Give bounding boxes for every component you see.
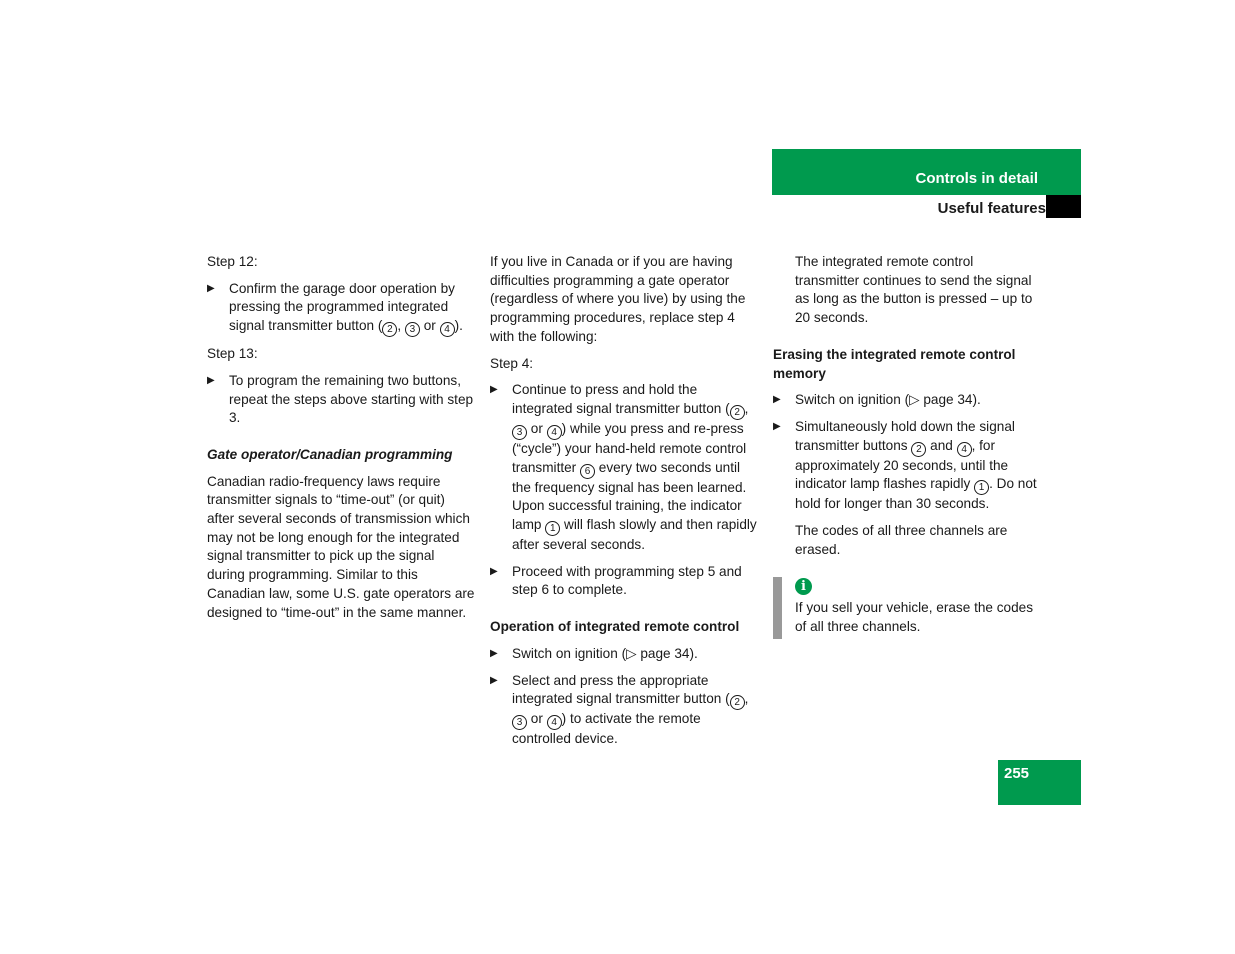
- column-1: [207, 253, 475, 630]
- bullet-arrow-icon: ▶: [490, 384, 498, 396]
- hold-buttons-bullet: [773, 418, 1041, 514]
- info-box: [773, 577, 1041, 636]
- section-title: Controls in detail: [915, 170, 1038, 187]
- proceed-bullet: [490, 563, 758, 600]
- info-text: If you sell your vehicle, erase the codes of all three channels.: [795, 600, 1034, 635]
- button-2-marker: 2: [382, 322, 397, 337]
- step-4-bullet: [490, 381, 758, 555]
- step-13-bullet: [207, 372, 475, 428]
- indicator-lamp-1-marker: 1: [974, 480, 989, 495]
- bullet-text: . Do not hold for longer than 30 seconds.: [795, 476, 1037, 512]
- section-subtitle: Useful features: [937, 200, 1046, 217]
- bullet-text: To program the remaining two buttons, repeat the steps above starting with step 3.: [229, 372, 474, 426]
- bullet-arrow-icon: ▶: [207, 374, 215, 386]
- bullet-text: Select and press the appropriate integrated signal transmitter button (: [512, 672, 730, 707]
- canada-intro-paragraph: If you live in Canada or if you are having difficulties programming a gate operator (regardless of where you live) by using the programming procedures, replace step 4 with the following:: [490, 254, 746, 344]
- page-number: 255: [1004, 765, 1030, 782]
- bullet-text: will flash slowly and then rapidly after several seconds.: [512, 517, 757, 553]
- codes-erased-note: The codes of all three channels are erased.: [795, 523, 1008, 557]
- bullet-text: , for approximately 20 seconds, until the indicator lamp flashes rapidly: [795, 437, 1009, 492]
- bullet-arrow-icon: ▶: [207, 282, 215, 294]
- button-3-marker: 3: [512, 425, 527, 440]
- bullet-text: Confirm the garage door operation by pressing the programmed integrated signal transmitter button (: [229, 280, 455, 334]
- page-number-box: [998, 760, 1081, 805]
- transmitter-6-marker: 6: [580, 464, 595, 479]
- bullet-arrow-icon: ▶: [490, 565, 498, 577]
- button-2-marker: 2: [911, 442, 926, 457]
- step-4-label: Step 4:: [490, 355, 534, 371]
- button-4-marker: 4: [957, 442, 972, 457]
- column-3: [773, 253, 1041, 637]
- bullet-text: Simultaneously hold down the signal transmitter buttons: [795, 418, 1015, 453]
- button-3-marker: 3: [512, 715, 527, 730]
- select-press-bullet: [490, 672, 758, 749]
- button-4-marker: 4: [547, 715, 562, 730]
- erasing-heading: Erasing the integrated remote control memory: [773, 346, 1016, 381]
- info-side-bar: [773, 577, 782, 639]
- bullet-arrow-icon: ▶: [773, 420, 781, 432]
- ignition-bullet: [490, 645, 758, 664]
- bullet-text: or: [527, 420, 547, 436]
- indicator-lamp-1-marker: 1: [545, 521, 560, 536]
- bullet-arrow-icon: ▶: [773, 394, 781, 406]
- continuous-signal-paragraph: The integrated remote control transmitter continues to send the signal as long as the button is pressed – up to 20 seconds.: [795, 254, 1033, 326]
- step-12-bullet: [207, 280, 475, 337]
- button-2-marker: 2: [730, 695, 745, 710]
- bullet-text: ) to activate the remote controlled device.: [512, 711, 701, 747]
- bullet-text: Proceed with programming step 5 and step 6 to complete.: [512, 563, 742, 598]
- step-13-label: Step 13:: [207, 346, 258, 362]
- bullet-text: ,: [744, 400, 749, 416]
- button-4-marker: 4: [440, 322, 455, 337]
- bullet-text: ,: [397, 318, 405, 334]
- info-icon: i: [795, 578, 812, 595]
- column-2: [490, 253, 758, 757]
- header-black-tab: [1046, 195, 1081, 218]
- bullet-text: ,: [744, 691, 749, 707]
- canadian-law-paragraph: Canadian radio-frequency laws require transmitter signals to “time-out” (or quit) after several seconds of transmission which may not be long enough for the integrated signal transmitter to pick up the signal during programming. Similar to this Canadian law, some U.S. gate operators are designed to “time-out” in the same manner.: [207, 473, 475, 620]
- operation-heading: Operation of integrated remote control: [490, 619, 740, 635]
- bullet-text: and: [926, 437, 957, 453]
- bullet-text: or: [419, 318, 440, 334]
- bullet-text: Switch on ignition (▷ page 34).: [512, 645, 698, 661]
- bullet-arrow-icon: ▶: [490, 674, 498, 686]
- bullet-text: Continue to press and hold the integrated signal transmitter button (: [512, 382, 730, 416]
- bullet-text: ) while you press and re-press (“cycle”) your hand-held remote control transmitter: [512, 420, 747, 475]
- button-3-marker: 3: [405, 322, 420, 337]
- bullet-text: or: [527, 711, 547, 727]
- button-2-marker: 2: [730, 405, 745, 420]
- gate-operator-heading: Gate operator/Canadian programming: [207, 446, 453, 462]
- bullet-text: every two seconds until the frequency signal has been learned. Upon successful training, the indicator lamp: [512, 459, 747, 533]
- bullet-arrow-icon: ▶: [490, 647, 498, 659]
- erase-ignition-bullet: [773, 391, 1041, 410]
- bullet-text: Switch on ignition (▷ page 34).: [795, 392, 981, 408]
- header-bar: [772, 149, 1081, 195]
- button-4-marker: 4: [547, 425, 562, 440]
- step-12-label: Step 12:: [207, 254, 258, 269]
- bullet-text: ).: [454, 318, 463, 334]
